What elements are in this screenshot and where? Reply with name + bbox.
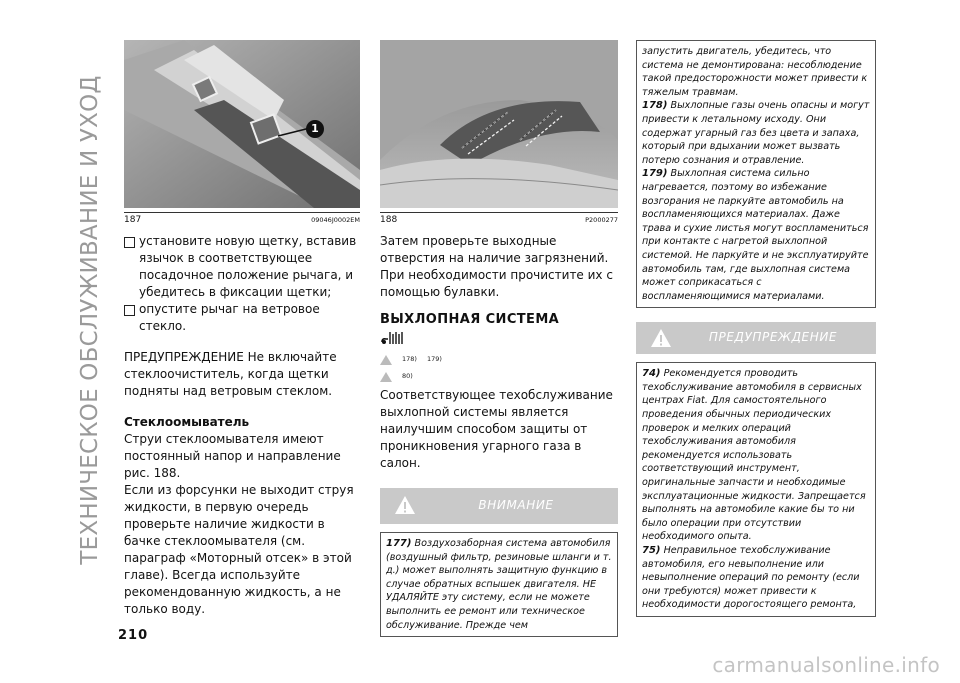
figure-188-caption (380, 212, 618, 227)
subheading-washer: Стеклоомыватель (124, 415, 250, 429)
figure-187-caption (124, 212, 360, 227)
column-2 (380, 40, 618, 637)
col1-body (124, 233, 360, 618)
note-number: 178) (642, 100, 668, 112)
references-row (380, 351, 618, 368)
paragraph: Если из форсунки не выходит струя жидкости, в первую очередь проверьте наличие жидкости в бачке стеклоомывателя (см. параграф «Моторный отсек» в этой главе). Всегда используйте рекомендованную жидкость, а не только воду. (124, 483, 354, 616)
warning-label: ПРЕДУПРЕЖДЕНИЕ (708, 330, 838, 345)
paragraph: Соответствующее техобслуживание выхлопной системы является наилучшим способом защиты от проникновения угарного газа в салон. (380, 388, 613, 470)
references-row (380, 368, 618, 385)
note-number: 74) (642, 368, 661, 380)
reference-mark: 178) (402, 355, 417, 363)
column-3 (636, 40, 876, 617)
notice-label: ВНИМАНИЕ (478, 498, 554, 512)
bullet-text: опустите рычаг на ветровое стекло. (139, 302, 320, 333)
note-text: запустить двигатель, убедитесь, что система не демонтирована: несоблюдение такой предосторожности может привести к тяжелым травмам. (642, 46, 868, 98)
warning-banner (636, 322, 876, 354)
warning-paragraph: ПРЕДУПРЕЖДЕНИЕ Не включайте стеклоочиститель, когда щетки подняты над ветровым стеклом. (124, 350, 337, 398)
bullet-item (124, 233, 360, 301)
notice-banner (380, 488, 618, 524)
note-text: Неправильное техобслуживание автомобиля, его невыполнение или невыполнение операций по ремонту (если они требуются) может привести к необходимости дорогостоящего ремонта, (642, 545, 860, 611)
side-chapter-title-text: ТЕХНИЧЕСКОЕ ОБСЛУЖИВАНИЕ И УХОД (77, 75, 103, 565)
page-number: 210 (118, 628, 149, 643)
bullet-box-icon (124, 305, 135, 316)
notice-box (380, 532, 618, 637)
figure-code: 09046J0002EM (311, 216, 360, 224)
figure-187 (124, 40, 360, 208)
callout-1: 1 (306, 120, 324, 138)
figure-number: 188 (380, 215, 398, 225)
warning-triangle-icon (380, 355, 392, 365)
bullet-box-icon (124, 237, 135, 248)
bullet-item (124, 301, 360, 335)
figure-number: 187 (124, 215, 142, 225)
paragraph: Затем проверьте выходные отверстия на наличие загрязнений. При необходимости прочистите их с помощью булавки. (380, 234, 613, 299)
wiper-blade-illustration (124, 40, 360, 208)
warning-box (636, 362, 876, 617)
note-text: Рекомендуется проводить техобслуживание автомобиля в сервисных центрах Fiat. Для самостоятельного проведения обычных периодических проверок и мелких операций техобслуживания автомобиля рекомендуется использовать соответствующий инструмент, оригинальные запчасти и необходимые эксплуатационные жидкости. Запрещается выполнять на автомобиле какие бы то ни было операции при отсутствии необходимого опыта. (642, 368, 866, 543)
watermark: carmanualsonline.info (712, 653, 940, 677)
note-text: Воздухозаборная система автомобиля (воздушный фильтр, резиновые шланги и т. д.) может выполнять защитную функцию в случае обратных вспышек двигателя. НЕ УДАЛЯЙТЕ эту систему, если не можете выполнить ее ремонт или техническое обслуживание. Прежде чем (386, 538, 612, 631)
note-text: Выхлопные газы очень опасны и могут привести к летальному исходу. Они содержат угарный газ без цвета и запаха, который при вдыхании может вызвать потерю сознания и отравление. (642, 100, 870, 166)
section-heading-exhaust: ВЫХЛОПНАЯ СИСТЕМА (380, 312, 560, 327)
reference-mark: 80) (402, 372, 413, 380)
note-text: Выхлопная система сильно нагревается, поэтому во избежание возгорания не паркуйте автомобиль на воспламеняющихся материалах. Даже трава и сухие листья могут воспламениться при контакте с нагретой выхлопной системой. Не паркуйте и не эксплуатируйте автомобиль там, где выхлопная система может соприкасаться с воспламеняющимися материалами. (642, 168, 869, 302)
column-1 (124, 40, 360, 618)
figure-188 (380, 40, 618, 208)
bullet-text: установите новую щетку, вставив язычок в соответствующее посадочное положение рычага, и убедитесь в фиксации щетки; (139, 234, 357, 299)
figure-code: P2000277 (585, 216, 618, 224)
paragraph: Струи стеклоомывателя имеют постоянный напор и направление рис. 188. (124, 432, 341, 480)
exhaust-emission-icon (380, 330, 404, 346)
note-number: 75) (642, 545, 661, 556)
notice-box-continued (636, 40, 876, 308)
reference-mark: 179) (426, 355, 442, 363)
col2-body (380, 233, 618, 472)
note-number: 179) (642, 168, 668, 180)
side-chapter-title (72, 40, 108, 600)
caution-icon (380, 372, 392, 382)
car-windshield-illustration (380, 40, 618, 208)
note-number: 177) (386, 538, 412, 549)
